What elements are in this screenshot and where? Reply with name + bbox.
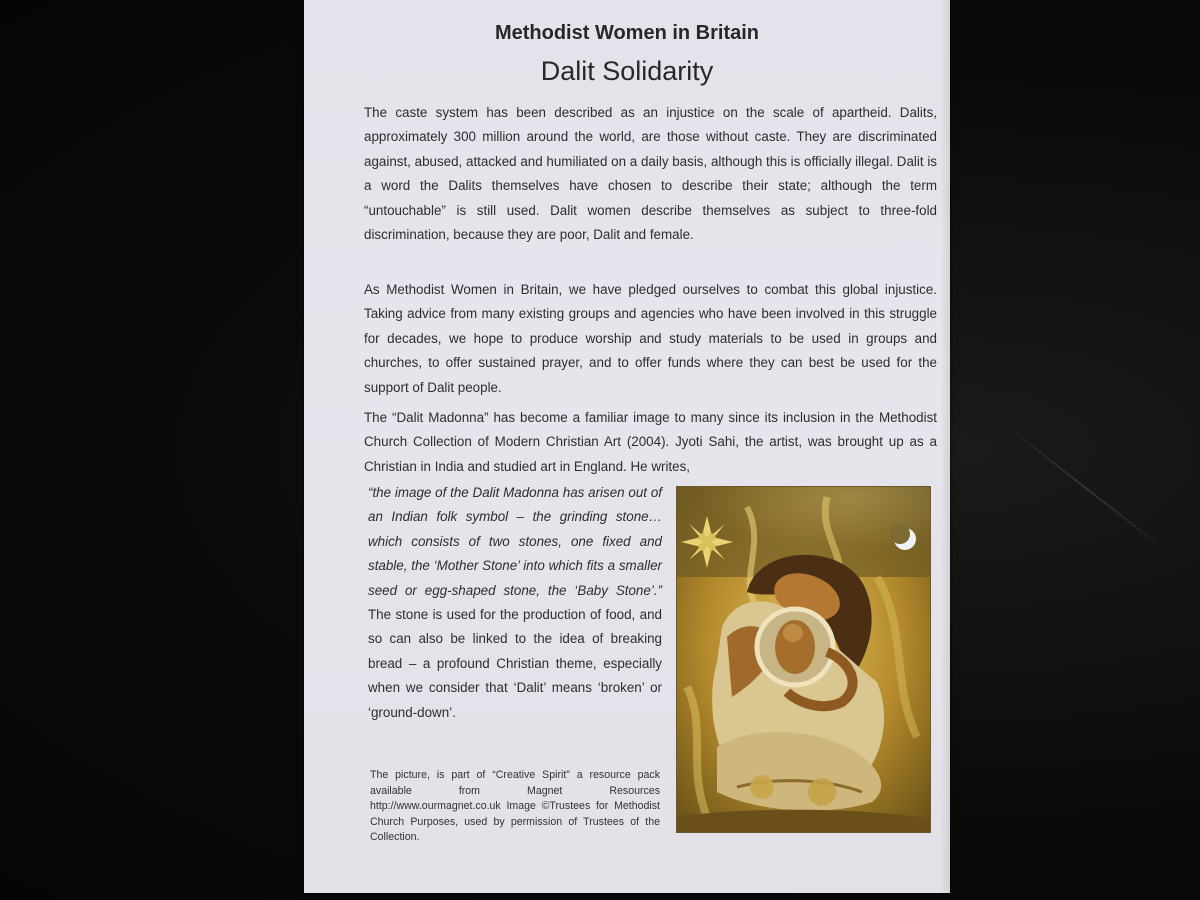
image-caption: The picture, is part of “Creative Spirit” a resource pack available from Magnet Resources http://www.ourmagnet.co.uk Image ©Trustees for Methodist Church Purposes, used by permission of Trustees of the Collection. [370, 769, 660, 843]
background-light-streak [999, 420, 1174, 557]
paragraph-pledge: As Methodist Women in Britain, we have pledged ourselves to combat this global injustice. Taking advice from many existing groups and agencies who have been involved in this struggle for decades, we hope to produce worship and study materials to be used in groups and churches, to offer sustained prayer, and to offer funds where they can best be used for the support of Dalit people. [364, 282, 937, 395]
artist-quote-block [368, 481, 662, 725]
quote-continuation: The stone is used for the production of food, and so can also be linked to the idea of breaking bread – a profound Christian theme, especially when we consider that ‘Dalit’ means ‘broken’ or ‘ground-down’. [368, 607, 662, 720]
dalit-madonna-painting [676, 486, 931, 833]
painting-illustration [677, 487, 930, 832]
page-title: Dalit Solidarity [540, 56, 714, 86]
paragraph-dalit-madonna: The “Dalit Madonna” has become a familiar image to many since its inclusion in the Methodist Church Collection of Modern Christian Art (2004). Jyoti Sahi, the artist, was brought up as a Christian in India and studied art in England. He writes, [364, 410, 937, 474]
paragraph-caste-system: The caste system has been described as an injustice on the scale of apartheid. Dalits, approximately 300 million around the world, are those without caste. They are discriminated against, abused, attacked and humiliated on a daily basis, although this is officially illegal. Dalit is a word the Dalits themselves have chosen to describe their state; although the term “untouchable” is still used. Dalit women describe themselves as subject to three-fold discrimination, because they are poor, Dalit and female. [364, 105, 937, 243]
leaflet-page [304, 0, 950, 893]
artist-quote: “the image of the Dalit Madonna has arisen out of an Indian folk symbol – the grinding stone… which consists of two stones, one fixed and stable, the ‘Mother Stone’ into which fits a smaller seed or egg-shaped stone, the ‘Baby Stone’.” [368, 485, 662, 598]
organization-heading: Methodist Women in Britain [494, 22, 760, 44]
